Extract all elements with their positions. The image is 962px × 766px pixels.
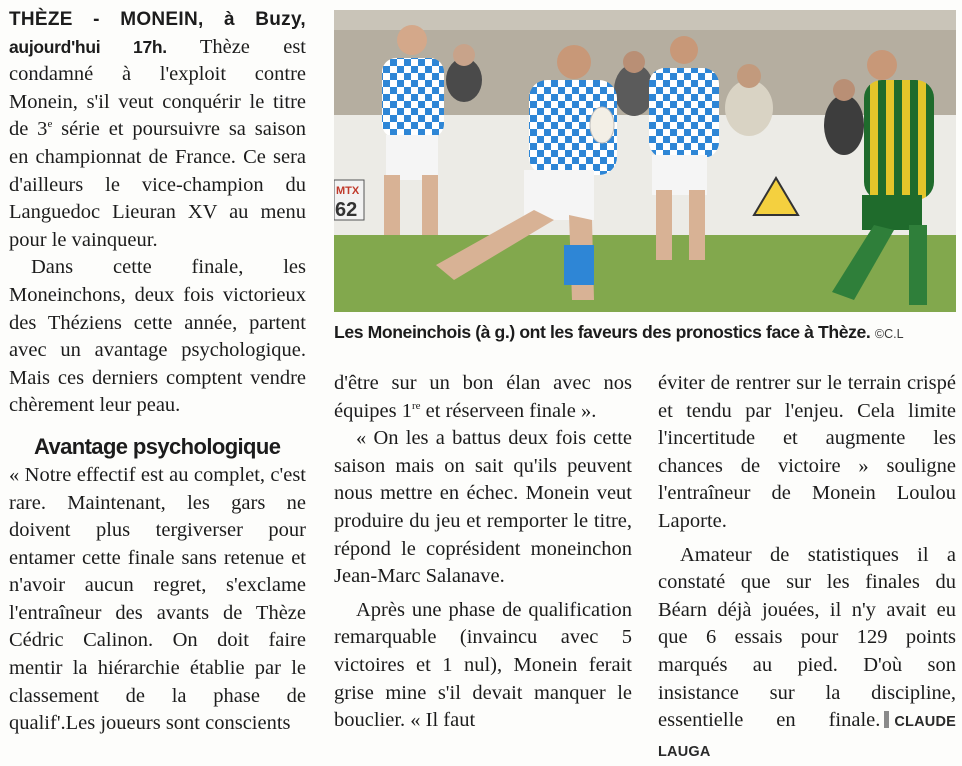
board-text-top: MTX — [336, 185, 360, 197]
player-blue-left — [382, 58, 444, 138]
paragraph-6: Après une phase de qualification remarquable (invaincu avec 5 victoires et 1 nul), Monein ferait grise mine s'il devait manquer le bouclier. « Il faut — [334, 598, 632, 732]
paragraph-4-text: d'être sur un bon élan avec nos équipes 1 — [334, 372, 632, 422]
article-column-1 — [9, 6, 306, 738]
ordinal-suffix: e — [47, 118, 53, 131]
paragraph-7: éviter de rentrer sur le terrain crispé et tendu par l'enjeu. Cela limite l'incertitude et augmente les chances de victoire » souligne l'entraîneur de Monein Loulou Laporte. — [658, 372, 956, 532]
rugby-ball-icon — [590, 107, 614, 143]
lead-paragraph — [9, 6, 306, 254]
ordinal-suffix-2: re — [412, 399, 421, 412]
player-blue-right — [649, 68, 719, 158]
lead-date: aujourd'hui 17h. — [9, 36, 167, 57]
player-green-yellow — [864, 80, 934, 200]
paragraph-5: « On les a battus deux fois cette saison mais on sait qu'ils peuvent nous mettre en échec. Monein veut produire du jeu et remporter le titre, répond le coprésident moneinchon Jean-Marc Salanave. — [334, 427, 632, 588]
paragraph-8 — [658, 542, 956, 766]
lead-text-end: série et poursuivre sa saison en championnat de France. Ce sera d'ailleurs le vice-champion du Languedoc Lieuran XV au menu pour le vainqueur. — [9, 118, 306, 251]
paragraph-4-text-end: et réserveen finale ». — [420, 399, 597, 422]
lead-title: THÈZE - MONEIN, à Buzy, — [9, 9, 306, 30]
photo-credit: ©C.L — [874, 327, 904, 341]
paragraph-2: Dans cette finale, les Moneinchons, deux fois victorieux des Théziens cette année, partent avec un avantage psychologique. Mais ces derniers comptent vendre chèrement leur peau. — [9, 256, 306, 417]
paragraph-3: « Notre effectif est au complet, c'est rare. Maintenant, les gars ne doivent plus tergiverser pour entamer cette finale sans retenue et n'avoir aucun regret, s'exclame l'entraîneur des avants de Thèze Cédric Calinon. On doit faire mentir la hiérarchie établie par le classement de la phase de qualif'.Les joueurs sont conscients — [9, 463, 306, 735]
byline-bar-icon — [884, 711, 889, 728]
rugby-photo — [334, 10, 956, 312]
paragraph-8-text: Amateur de statistiques il a constaté que sur les finales du Béarn déjà jouées, il n'y avait eu que 6 essais pour 129 points marqués au pied. D'où son insistance sur la discipline, essentielle en finale. — [658, 543, 956, 732]
article-column-3 — [658, 370, 956, 766]
board-text-number: 62 — [335, 199, 358, 221]
article-column-2 — [334, 370, 632, 735]
caption-text: Les Moneinchois (à g.) ont les faveurs des pronostics face à Thèze. — [334, 322, 871, 342]
lead-text: Thèze est condamné à l'exploit contre Monein, s'il veut conquérir le titre de 3 — [9, 35, 306, 141]
rugby-photo-illustration — [334, 10, 956, 312]
subheading: Avantage psychologique — [34, 433, 281, 459]
byline: CLAUDE LAUGA — [658, 714, 956, 760]
paragraph-4 — [334, 370, 632, 425]
photo-caption — [334, 319, 959, 347]
